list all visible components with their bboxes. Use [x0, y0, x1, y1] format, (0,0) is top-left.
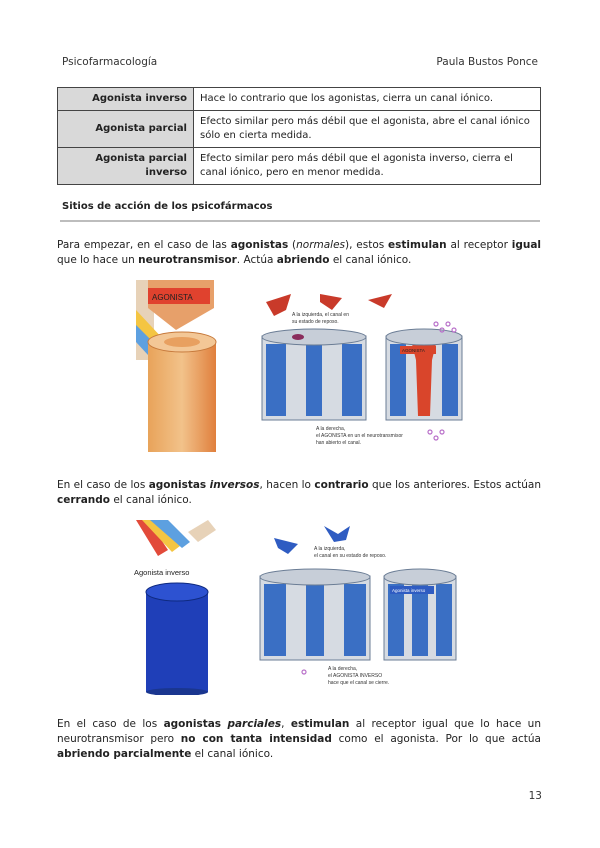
table-term: Agonista parcial inverso — [58, 148, 194, 185]
table-description: Efecto similar pero más débil que el agonista inverso, cierra el canal iónico, pero en menor medida. — [194, 148, 541, 185]
figure-note: su estado de reposo. — [292, 319, 339, 325]
paragraph-agonists: Para empezar, en el caso de las agonistas (normales), estos estimulan al receptor igual que lo hace un neurotransmisor. Actúa abriendo el canal iónico. — [57, 239, 542, 267]
agonist-label: AGONISTA — [152, 293, 193, 302]
ion-channel-closed — [262, 329, 366, 420]
table-row — [58, 148, 541, 185]
figure-note: el canal en su estado de reposo. — [314, 553, 387, 559]
figure-note: hace que el canal se cierre. — [328, 680, 390, 686]
page-number: 13 — [528, 790, 542, 802]
figure-note: A la derecha, — [316, 426, 346, 432]
figure-note: el AGONISTA en un el neurotransmisor — [316, 433, 403, 439]
agonist-figure — [136, 280, 466, 455]
section-divider — [60, 220, 540, 222]
agonist-inner-label: AGONISTA — [402, 348, 425, 353]
table-row — [58, 111, 541, 148]
table-term: Agonista inverso — [58, 88, 194, 111]
ion-channel-inverse-closed — [384, 569, 456, 660]
figure-note: han abierto el canal. — [316, 440, 362, 446]
inverse-inner-label: Agonista inverso — [392, 588, 426, 593]
figure-note: el AGONISTA INVERSO — [328, 673, 383, 679]
definitions-table — [57, 87, 541, 185]
paragraph-partial-agonists: En el caso de los agonistas parciales, estimulan al receptor igual que lo hace un neurotransmisor pero no con tanta intensidad como el agonista. Por lo que actúa abriendo parcialmente el canal iónico. — [57, 718, 541, 761]
ion-channel-resting — [260, 569, 370, 660]
agonist-tube-illustration — [136, 280, 216, 452]
header-author: Paula Bustos Ponce — [436, 56, 538, 68]
table-description: Efecto similar pero más débil que el agonista, abre el canal iónico sólo en cierta medida. — [194, 111, 541, 148]
figure-note: A la izquierda, — [314, 546, 346, 552]
figure-note: A la derecha, — [328, 666, 358, 672]
table-description: Hace lo contrario que los agonistas, cierra un canal iónico. — [194, 88, 541, 111]
inverse-agonist-figure — [128, 520, 464, 695]
inverse-agonist-tube-illustration — [130, 520, 220, 695]
header-subject: Psicofarmacología — [62, 56, 158, 68]
ion-channel-open — [386, 329, 462, 420]
figure-note: A la izquierda, el canal en — [292, 312, 349, 318]
inverse-agonist-label: Agonista inverso — [134, 568, 190, 577]
neurotransmitter-dots — [302, 670, 306, 674]
table-row — [58, 88, 541, 111]
paragraph-inverse-agonists: En el caso de los agonistas inversos, hacen lo contrario que los anteriores. Estos actúan cerrando el canal iónico. — [57, 479, 541, 507]
table-term: Agonista parcial — [58, 111, 194, 148]
section-title: Sitios de acción de los psicofármacos — [62, 201, 273, 212]
